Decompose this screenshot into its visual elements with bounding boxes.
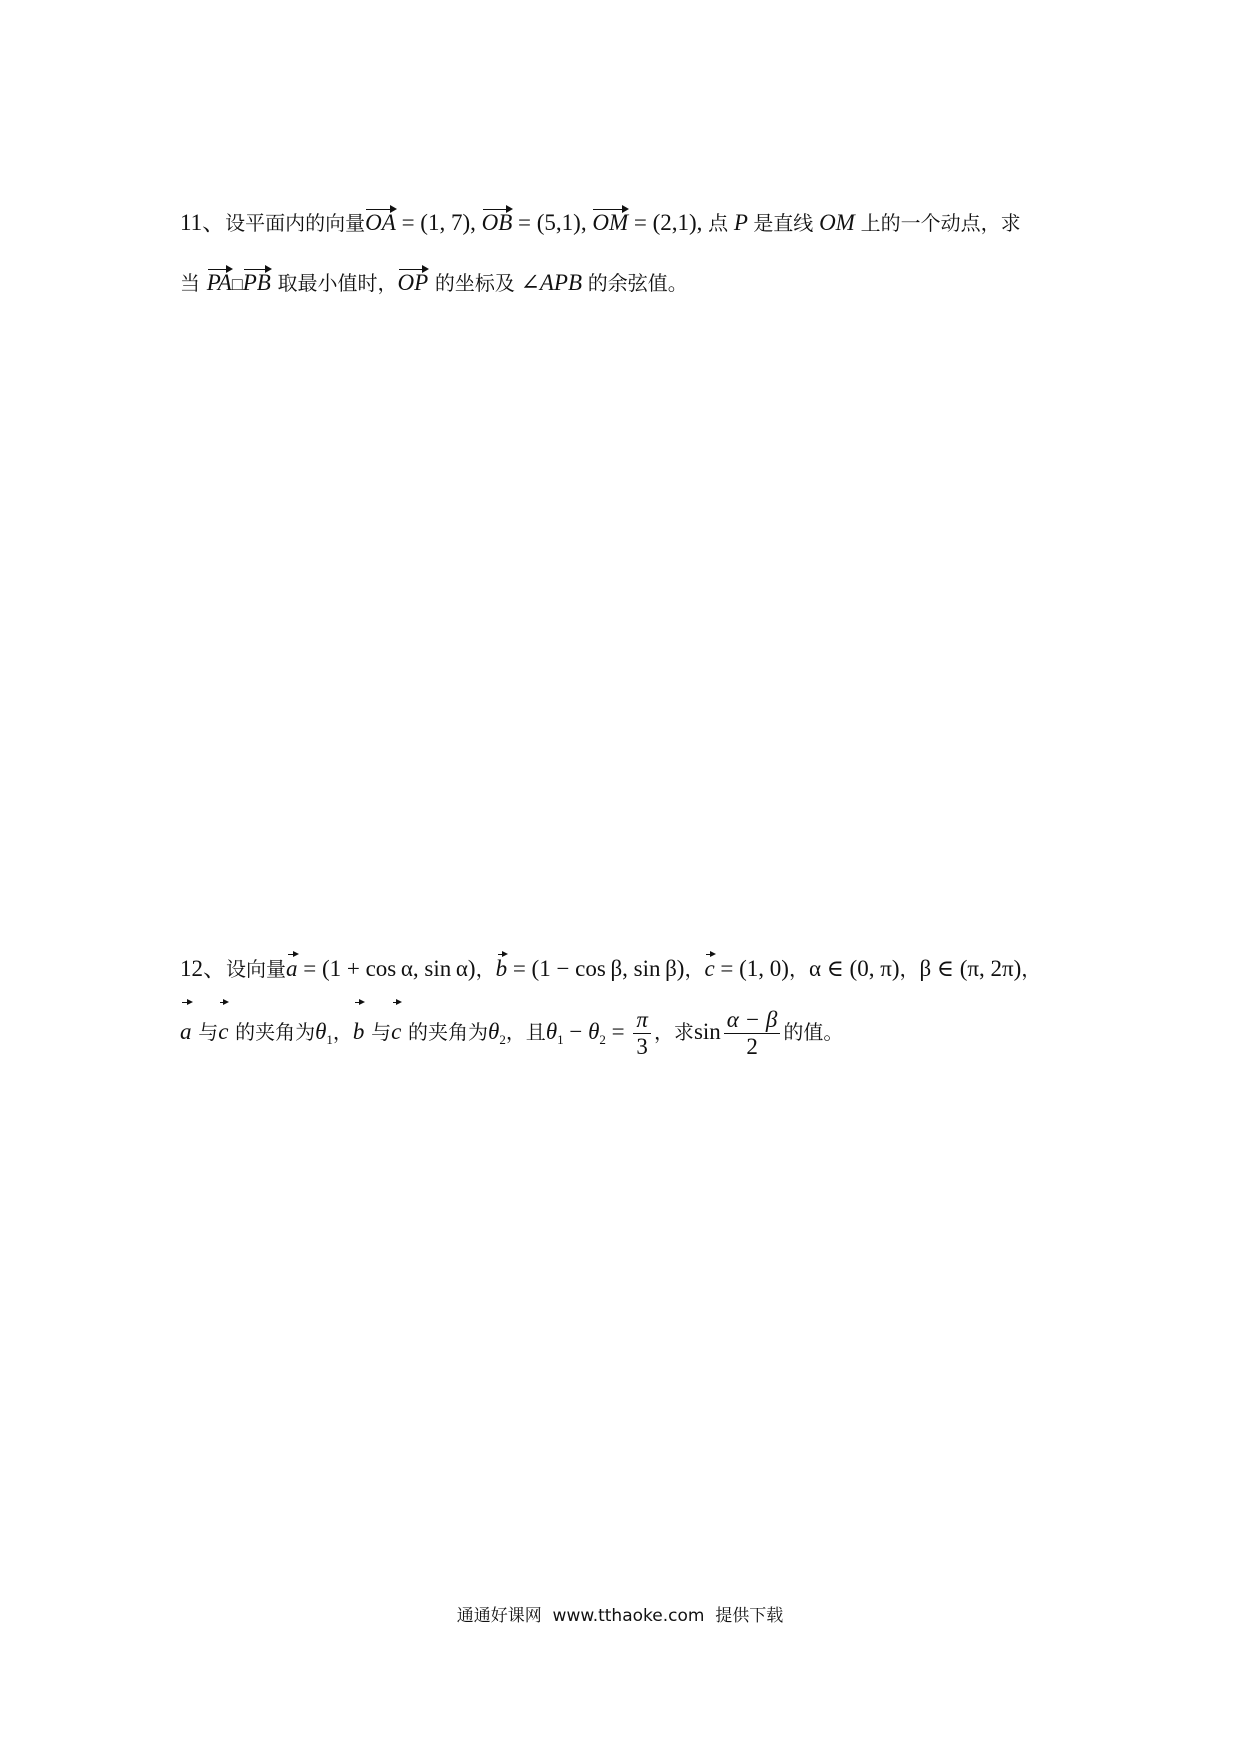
- vector-c: c: [391, 1002, 401, 1062]
- vector-a: a: [180, 1002, 192, 1062]
- problem-11-line-1: 11、设平面内的向量OA = (1, 7), OB = (5,1), OM = (2,1), 点 P 是直线 OM 上的一个动点，求: [180, 208, 1021, 238]
- dot-product-symbol: □: [231, 274, 243, 294]
- vector-OB: OB: [482, 208, 513, 238]
- angle-APB: ∠APB: [514, 270, 588, 295]
- vector-OM: OM: [592, 208, 628, 238]
- problem-number: 11、: [180, 210, 226, 235]
- vector-b: b: [353, 1002, 365, 1062]
- vector-OA: OA: [365, 208, 396, 238]
- footer-source: 通通好课网 www.tthaoke.com 提供下载: [456, 1606, 784, 1626]
- problem-12-line-2: a 与c 的夹角为$\theta_1$，b 与c 的夹角为$\theta_2$，且$\theta_1 - \theta_2$ = $\frac{\pi}{3}$ ，求sin $\frac{\alpha - \beta}{2}$ 的值。: [180, 1002, 843, 1070]
- vector-c: c: [218, 1002, 228, 1062]
- vector-c: c: [704, 954, 714, 984]
- vector-b: b: [496, 954, 508, 984]
- theta-2: θ: [488, 1019, 500, 1044]
- vector-PB: PB: [243, 268, 271, 298]
- problem-number: 12、: [180, 956, 226, 981]
- fraction-pi-over-3: $\frac{\pi}{3}$: [633, 1007, 651, 1060]
- vector-PA: PA: [207, 268, 232, 298]
- line-OM: OM: [813, 210, 861, 235]
- vector-a: a: [286, 954, 298, 984]
- alpha-range: α ∈ (0, π): [808, 956, 900, 981]
- vector-OP: OP: [398, 268, 429, 298]
- point-P: P: [728, 210, 754, 235]
- fraction-alpha-minus-beta-over-2: $\frac{\alpha - \beta}{2}$: [724, 1007, 781, 1060]
- theta-1: θ: [315, 1019, 327, 1044]
- beta-range: β ∈ (π, 2π): [919, 956, 1022, 981]
- problem-12-line-1: 12、设向量a = (1 + cos α, sin α)，b = (1 − cos β, sin β)，c = (1, 0)，α ∈ (0, π)，β ∈ (π, 2π)，: [180, 954, 1041, 984]
- problem-11-line-2: 当 PA□PB 取最小值时，OP 的坐标及 ∠APB 的余弦值。: [180, 268, 688, 299]
